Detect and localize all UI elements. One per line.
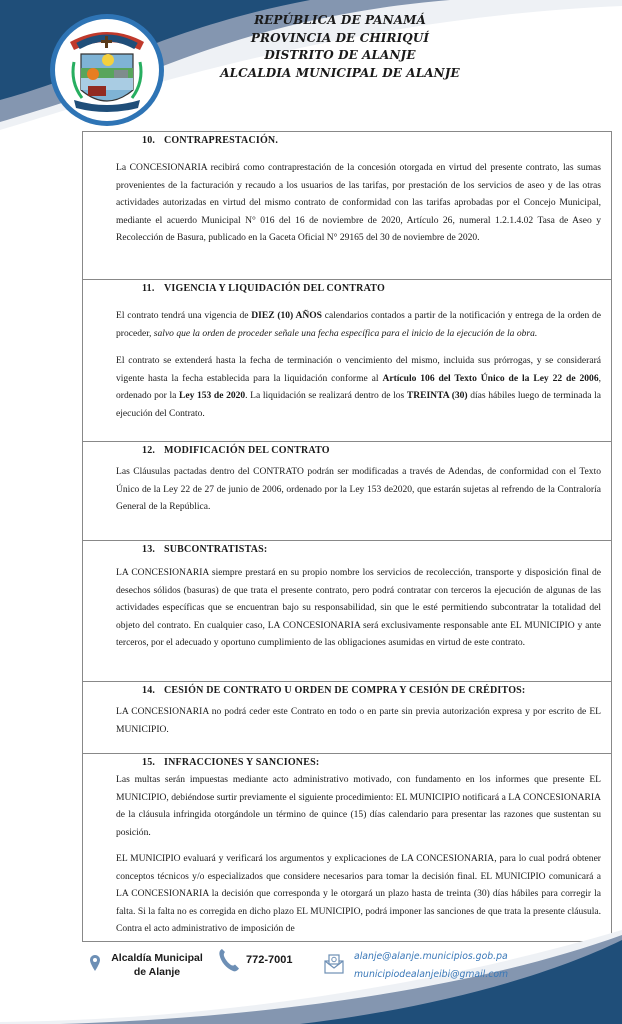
header-title-district: DISTRITO DE ALANJE <box>264 48 416 62</box>
clause-13-subcontratistas <box>83 541 611 682</box>
italic-text-run: salvo que la orden de proceder señale una fecha específica para el inicio de la ejecución de la obra. <box>153 327 538 339</box>
clause-title <box>116 280 601 296</box>
clause-heading: CESIÓN DE CONTRATO U ORDEN DE COMPRA Y CESIÓN DE CRÉDITOS: <box>164 685 526 696</box>
clause-paragraph: Las Cláusulas pactadas dentro del CONTRATO podrán ser modificadas a través de Adendas, de conformidad con el Texto Único de la Ley 22 de 27 de junio de 2006, ordenado por la Ley 153 de2020, que estarán sujetas al refrendo de la Contraloría General de la República. <box>116 466 601 512</box>
header-title-province: PROVINCIA DE CHIRIQUÍ <box>250 30 430 45</box>
address-line-1: Alcaldía Municipal <box>111 952 203 964</box>
clause-heading: VIGENCIA Y LIQUIDACIÓN DEL CONTRATO <box>164 283 385 294</box>
municipal-coat-of-arms-logo <box>48 12 166 127</box>
clause-number: 12. <box>142 445 156 456</box>
header-title-republic: REPÚBLICA DE PANAMÁ <box>254 13 426 27</box>
bold-days-count: TREINTA (30) <box>406 390 468 401</box>
clause-heading: SUBCONTRATISTAS: <box>164 544 268 555</box>
clause-title <box>116 754 601 770</box>
clause-heading: MODIFICACIÓN DEL CONTRATO <box>164 445 330 456</box>
email-link-gmail[interactable]: municipiodealanjeibi@gmail.com <box>354 969 509 980</box>
clause-number: 14. <box>142 685 156 696</box>
bold-legal-reference: Artículo 106 del Texto Único de la Ley 22 de 2006 <box>382 372 599 384</box>
clause-paragraph: EL MUNICIPIO evaluará y verificará los argumentos y explicaciones de LA CONCESIONARIA, para lo cual podrá obtener conceptos técnicos y/o especializados que considere necesarios para tomar la decisión final. EL MUNICIPIO comunicará a LA CONCESIONARIA la decisión que corresponda y le otorgará un plazo hasta de treinta (30) días hábiles para corregir la falta. Si la falta no es corregida en dicho plazo EL MUNICIPIO, podrá imponer las sanciones de que trata la presente cláusula. Contra el acto administrativo de imposición de <box>116 853 601 934</box>
bold-legal-reference: Ley 153 de 2020 <box>178 390 246 401</box>
clause-paragraph: Las multas serán impuestas mediante acto administrativo motivado, con fundamento en los informes que presente EL MUNICIPIO, debiéndose surtir previamente el siguiente procedimiento: EL MUNICIPIO notificará a LA CONCESIONARIA de la cláusula infringida otorgándole un término de quince (15) días calendario para presentar las razones que sustentan su posición. <box>116 774 601 838</box>
clause-number: 10. <box>142 135 156 146</box>
footer-address-text <box>102 951 212 979</box>
text-run: El contrato tendrá una vigencia de <box>116 310 252 321</box>
clause-11-vigencia <box>83 280 611 442</box>
text-run: días hábiles luego de terminada la ejecución del Contrato. <box>116 390 601 419</box>
phone-icon <box>218 948 240 972</box>
text-run: . La liquidación se realizará dentro de los <box>245 390 407 401</box>
envelope-icon <box>324 954 344 974</box>
location-pin-icon <box>90 955 100 971</box>
clause-12-modificacion <box>83 442 611 541</box>
header-title-alcaldia: ALCALDIA MUNICIPAL DE ALANJE <box>220 65 460 80</box>
address-line-2: de Alanje <box>133 966 181 978</box>
text-run: , ordenado por la <box>116 372 601 401</box>
clause-14-cesion <box>83 682 611 754</box>
clause-paragraph <box>116 307 601 342</box>
phone-number[interactable]: 772-7001 <box>246 954 293 966</box>
clause-number: 11. <box>142 283 155 294</box>
contract-clauses-table <box>82 131 612 942</box>
clause-title <box>116 442 601 458</box>
clause-paragraph: LA CONCESIONARIA no podrá ceder este Contrato en todo o en parte sin previa autorización expresa y por escrito de EL MUNICIPIO. <box>116 706 601 735</box>
text-run: El contrato se extenderá hasta la fecha de terminación o vencimiento del mismo, incluida sus prórrogas, y se considerará vigente hasta la fecha establecida para la liquidación conforme al <box>116 355 601 384</box>
text-run: calendarios contados a partir de la notificación y entrega de la orden de proceder, <box>116 310 601 339</box>
clause-number: 15. <box>142 757 156 768</box>
header-titles <box>190 12 490 82</box>
clause-paragraph: LA CONCESIONARIA siempre prestará en su propio nombre los servicios de recolección, transporte y disposición final de desechos sólidos (basuras) de que trata el presente contrato, pero podrá contratar con terceros la ejecución de algunas de las actividades específicas que se encuentran bajo su responsabilidad, sin que le esté permitiendo subcontratar la totalidad del objeto del contrato. En cualquier caso, LA CONCESIONARIA será exclusivamente responsable ante EL MUNICIPIO y ante terceros, por el adecuado y oportuno cumplimiento de las obligaciones asumidas en virtud de este contrato. <box>116 567 601 648</box>
clause-title <box>116 682 601 698</box>
footer-swoosh-decoration <box>0 930 622 1024</box>
footer-email-list <box>354 948 508 984</box>
clause-paragraph <box>116 352 601 422</box>
clause-paragraph: La CONCESIONARIA recibirá como contraprestación de la concesión otorgada en virtud del presente contrato, las sumas provenientes de la facturación y recaudo a los usuarios de las tarifas, por prestación de los servicios de aseo y de las otras actividades autorizadas en virtud del mismo contrato de conformidad con las tarifas aprobadas por el Concejo Municipal, mediante el acuerdo Municipal N° 016 del 16 de noviembre de 2020, Artículo 26, numeral 1.2.1.4.02 Tasa de Aseo y Recolección de Basura, publicado en la Gaceta Oficial N° 29165 del 30 de noviembre de 2020. <box>116 162 601 243</box>
clause-title <box>116 541 601 557</box>
clause-15-infracciones <box>83 754 611 942</box>
clause-10-contraprestacion <box>83 132 611 280</box>
clause-heading: INFRACCIONES Y SANCIONES: <box>164 757 320 768</box>
clause-heading: CONTRAPRESTACIÓN. <box>164 135 279 146</box>
clause-title <box>116 132 601 148</box>
clause-number: 13. <box>142 544 156 555</box>
bold-term-duration: DIEZ (10) AÑOS <box>251 310 322 321</box>
email-link-official[interactable]: alanje@alanje.municipios.gob.pa <box>354 951 508 962</box>
